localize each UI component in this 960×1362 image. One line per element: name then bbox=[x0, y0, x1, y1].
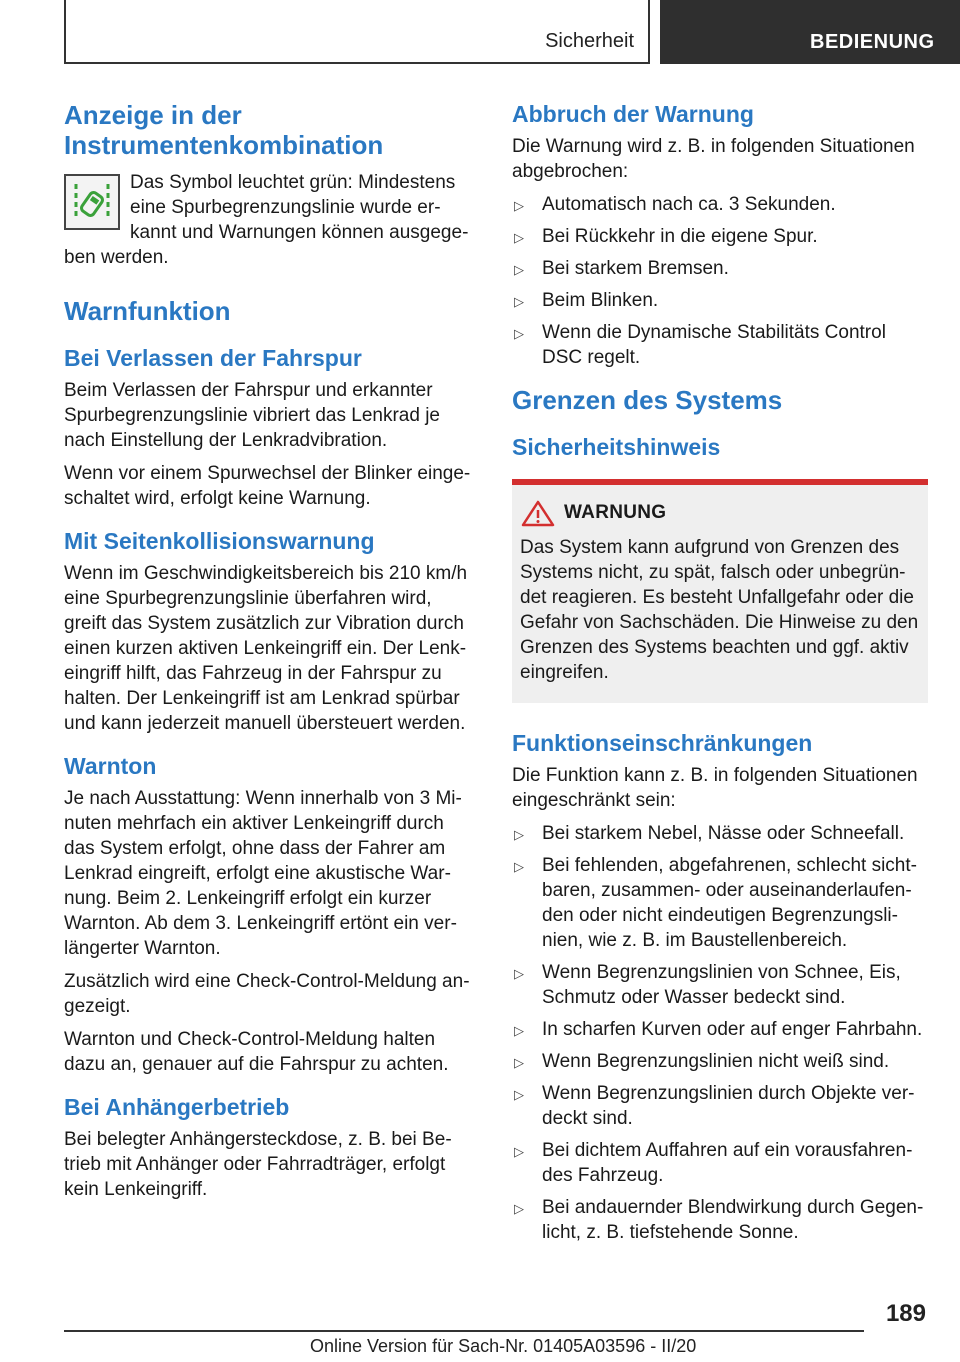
page-number: 189 bbox=[885, 1300, 926, 1327]
heading-warnfunktion: Warnfunktion bbox=[64, 296, 231, 326]
warnton-text-2: Zusätzlich wird eine Check-Control-Meldung angezeigt. bbox=[64, 971, 470, 1017]
seitenkollision-text: Wenn im Geschwindigkeitsbereich bis 210 km/h eine Spurbegrenzungslinie überfahren wird, greift das System zusätzlich zur Vibration durch einen kurzen aktiven Lenkeingriff ein. Der Lenkeingriff hilft, das Fahrzeug in der Fahrspur zu halten. Der Lenkeingriff ist am Lenkrad spürbar und kann jederzeit manuell übersteuert werden. bbox=[64, 563, 468, 734]
triangle-bullet-icon: ▷ bbox=[514, 966, 524, 981]
triangle-bullet-icon: ▷ bbox=[514, 1023, 524, 1038]
right-column bbox=[512, 100, 928, 1252]
funktion-intro: Die Funktion kann z. B. in folgenden Situationen eingeschränkt sein: bbox=[512, 765, 918, 811]
triangle-bullet-icon: ▷ bbox=[514, 1144, 524, 1159]
heading-grenzen: Grenzen des Systems bbox=[512, 385, 783, 415]
heading-seitenkollision: Mit Seitenkollisionswarnung bbox=[64, 528, 375, 554]
left-column bbox=[64, 100, 476, 1202]
list-item: ▷ Wenn Begrenzungslinien von Schnee, Eis, Schmutz oder Wasser bedeckt sind. bbox=[514, 962, 901, 1008]
list-item: ▷ Automatisch nach ca. 3 Sekunden. bbox=[512, 192, 928, 217]
warning-header bbox=[520, 499, 920, 527]
verlassen-text-2: Wenn vor einem Spurwechsel der Blinker eingeschaltet wird, erfolgt keine Warnung. bbox=[64, 463, 471, 509]
warnton-text-1: Je nach Ausstattung: Wenn innerhalb von 3 Minuten mehrfach ein aktiver Lenkeingriff durch das System erfolgt, ohne dass der Fahrer am Lenkrad eingreift, erfolgt eine akustische Warnung. Beim 2. Lenkeingriff erfolgt ein kurzer Warnton. Ab dem 3. Lenkeingriff ertönt ein verlängerter Warnton. bbox=[64, 788, 462, 959]
funktion-list bbox=[512, 821, 928, 1245]
lane-departure-icon bbox=[64, 174, 120, 230]
header-section-title: Sicherheit bbox=[545, 30, 634, 52]
header-chapter-tab bbox=[660, 0, 960, 64]
verlassen-text-1: Beim Verlassen der Fahrspur und erkannter Spurbegrenzungslinie vibriert das Lenkrad je nach Einstellung der Lenkradvibration. bbox=[64, 380, 441, 451]
footer-online-version: Online Version für Sach-Nr. 01405A03596 - II/20 bbox=[310, 1336, 697, 1356]
warnton-text-3: Warnton und Check-Control-Meldung halten dazu an, genauer auf die Fahrspur zu achten. bbox=[64, 1029, 449, 1075]
list-item: ▷ Bei fehlenden, abgefahrenen, schlecht sichtbaren, zusammen- oder auseinanderlaufenden oder nicht eindeutigen Begrenzungslinien, wie z. B. im Baustellenbereich. bbox=[514, 855, 917, 951]
heading-sicherheitshinweis: Sicherheitshinweis bbox=[512, 434, 721, 460]
header-chapter-title: BEDIENUNG bbox=[810, 31, 935, 53]
list-item: ▷ Beim Blinken. bbox=[512, 288, 928, 313]
list-item: ▷ Wenn Begrenzungslinien durch Objekte verdeckt sind. bbox=[514, 1083, 915, 1129]
triangle-bullet-icon: ▷ bbox=[514, 198, 524, 213]
list-item: ▷ Bei dichtem Auffahren auf ein vorausfahrendes Fahrzeug. bbox=[514, 1140, 913, 1186]
triangle-bullet-icon: ▷ bbox=[514, 1201, 524, 1216]
list-item: ▷ Wenn Begrenzungslinien nicht weiß sind. bbox=[512, 1049, 928, 1074]
abbruch-intro: Die Warnung wird z. B. in folgenden Situationen abgebrochen: bbox=[512, 136, 915, 182]
triangle-bullet-icon: ▷ bbox=[514, 326, 524, 341]
heading-warnton: Warnton bbox=[64, 753, 157, 779]
list-item: ▷ Bei starkem Bremsen. bbox=[512, 256, 928, 281]
triangle-bullet-icon: ▷ bbox=[514, 294, 524, 309]
heading-abbruch: Abbruch der Warnung bbox=[512, 101, 754, 127]
anzeige-paragraph bbox=[64, 170, 476, 270]
triangle-bullet-icon: ▷ bbox=[514, 1055, 524, 1070]
triangle-bullet-icon: ▷ bbox=[514, 230, 524, 245]
anhaenger-text: Bei belegter Anhängersteckdose, z. B. bei Betrieb mit Anhänger oder Fahrradträger, erfolgt kein Lenkeingriff. bbox=[64, 1129, 452, 1200]
warning-triangle-icon bbox=[520, 499, 556, 527]
warning-text: Das System kann aufgrund von Grenzen des Systems nicht, zu spät, falsch oder unbegründet reagieren. Es besteht Unfallgefahr oder die Gefahr von Sachschäden. Die Hinweise zu den Grenzen des Systems beachten und ggf. aktiv eingreifen. bbox=[520, 537, 919, 683]
heading-anzeige: Anzeige in der Instrumentenkombination bbox=[64, 100, 384, 160]
triangle-bullet-icon: ▷ bbox=[514, 827, 524, 842]
footer-divider bbox=[64, 1330, 864, 1332]
warning-label: WARNUNG bbox=[564, 502, 667, 523]
heading-anhaenger: Bei Anhängerbetrieb bbox=[64, 1094, 290, 1120]
heading-verlassen: Bei Verlassen der Fahrspur bbox=[64, 345, 362, 371]
list-item: ▷ Wenn die Dynamische Stabilitäts Control DSC regelt. bbox=[514, 322, 886, 368]
list-item: ▷ Bei starkem Nebel, Nässe oder Schneefall. bbox=[512, 821, 928, 846]
anzeige-text: Das Symbol leuchtet grün: Mindestens eine Spurbegrenzungslinie wurde erkannt und Warnungen können ausgegeben werden. bbox=[64, 172, 469, 268]
triangle-bullet-icon: ▷ bbox=[514, 859, 524, 874]
list-item: ▷ Bei andauernder Blendwirkung durch Gegenlicht, z. B. tiefstehende Sonne. bbox=[514, 1197, 924, 1243]
heading-funktionseinschraenkungen: Funktionseinschränkungen bbox=[512, 730, 813, 756]
list-item: ▷ In scharfen Kurven oder auf enger Fahrbahn. bbox=[512, 1017, 928, 1042]
list-item: ▷ Bei Rückkehr in die eigene Spur. bbox=[512, 224, 928, 249]
warning-box bbox=[512, 479, 928, 703]
abbruch-list bbox=[512, 192, 928, 370]
triangle-bullet-icon: ▷ bbox=[514, 262, 524, 277]
triangle-bullet-icon: ▷ bbox=[514, 1087, 524, 1102]
header-section-tab bbox=[64, 0, 650, 64]
